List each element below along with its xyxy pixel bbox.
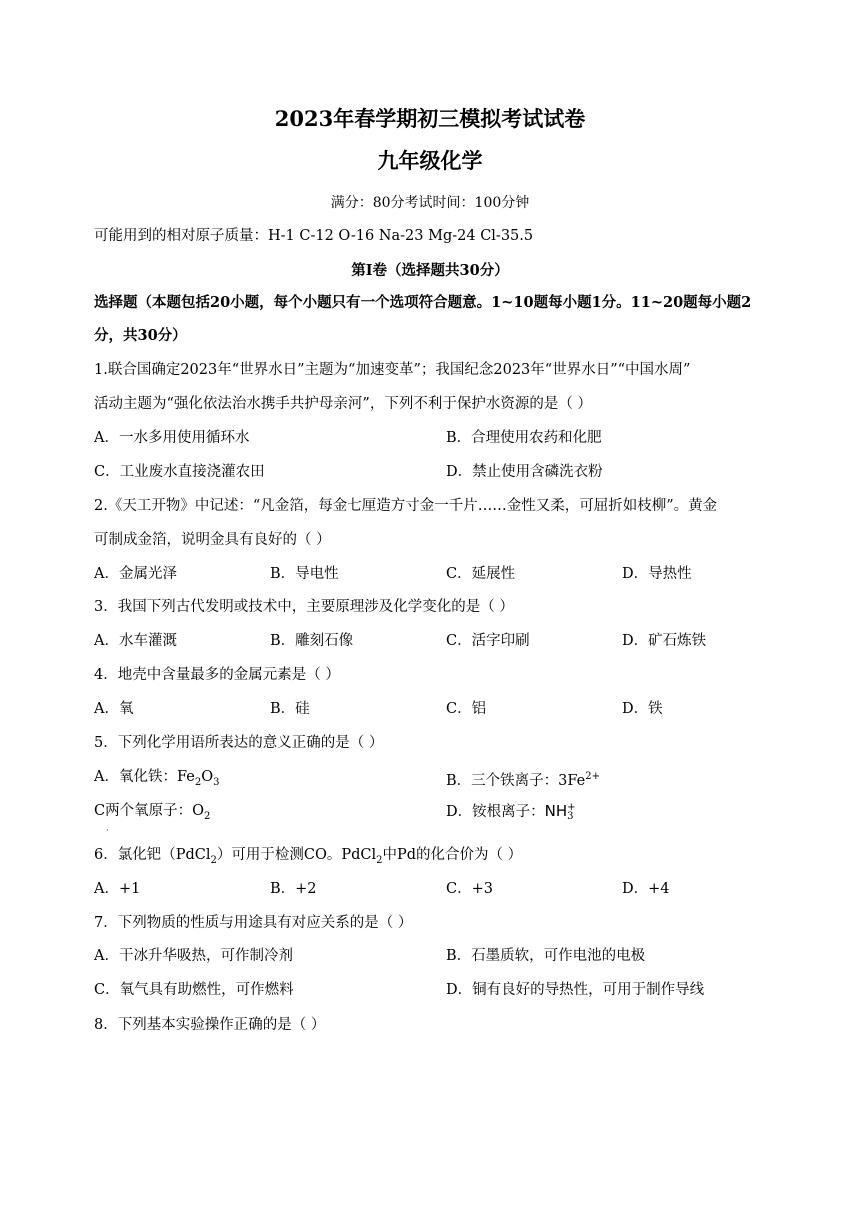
q2-stem-line2: 可制成金箔，说明金具有良好的（ ） <box>94 532 331 548</box>
section-instructions-line2: 分，共30分） <box>94 327 187 344</box>
q1-option-d: D．禁止使用含磷洗衣粉 <box>446 464 603 480</box>
q5-option-b-sup: 2+ <box>585 771 600 782</box>
q3-option-d: D．矿石炼铁 <box>622 633 707 649</box>
q1-stem-line1: 1.联合国确定2023年“世界水日”主题为“加速变革”；我国纪念2023年“世界水日”“中国水周” <box>94 362 691 378</box>
q3-option-a: A．水车灌溉 <box>94 633 177 649</box>
q1-option-c: C．工业废水直接浇灌农田 <box>94 464 265 480</box>
q6-stem <box>94 845 522 871</box>
q7-option-d: D．铜有良好的导热性，可用于制作导线 <box>446 982 705 998</box>
q4-stem: 4．地壳中含量最多的金属元素是（ ） <box>94 667 340 683</box>
q1-option-b: B．合理使用农药和化肥 <box>446 430 602 446</box>
q6-stem-c: 中Pd的化合价为（ ） <box>382 847 523 863</box>
score-time-line: 满分：80分考试时间：100分钟 <box>330 195 530 211</box>
q2-option-d: D．导热性 <box>622 566 692 582</box>
q4-option-c: C．铝 <box>446 701 487 717</box>
q6-stem-b: ）可用于检测CO。PdCl <box>216 847 377 863</box>
q5-option-c <box>94 801 210 827</box>
q6-option-a: A．+1 <box>94 881 141 897</box>
q5-option-d-formula: NH <box>544 802 568 820</box>
q5-option-d-sup: + <box>567 802 576 813</box>
q7-option-c: C．氧气具有助燃性，可作燃料 <box>94 982 294 998</box>
q6-option-c: C．+3 <box>446 881 493 897</box>
section-title: 第Ⅰ卷（选择题共30分） <box>351 262 509 279</box>
q5-option-d-sub: 3 <box>567 811 574 822</box>
q5-option-a <box>94 767 219 793</box>
q5-option-b-text: B．三个铁离子：3Fe <box>446 772 586 789</box>
q5-option-c-sub: 2 <box>203 810 211 822</box>
q4-option-a: A．氧 <box>94 701 134 717</box>
q5-option-b <box>446 767 600 791</box>
q5-option-c-text: C两个氧原子：O <box>94 803 204 819</box>
q3-option-b: B．雕刻石像 <box>270 633 354 649</box>
q6-stem-sub2: 2 <box>376 854 383 866</box>
atomic-masses-line: 可能用到的相对原子质量：H-1 C-12 O-16 Na-23 Mg-24 Cl-35.5 <box>94 228 534 244</box>
q7-stem: 7．下列物质的性质与用途具有对应关系的是（ ） <box>94 915 413 931</box>
q7-option-b: B．石墨质软，可作电池的电极 <box>446 948 646 964</box>
q3-option-c: C．活字印刷 <box>446 633 530 649</box>
q3-stem: 3．我国下列古代发明或技术中，主要原理涉及化学变化的是（ ） <box>94 599 514 615</box>
q6-option-b: B．+2 <box>270 881 317 897</box>
q6-option-d: D．+4 <box>622 881 670 897</box>
q5-option-d <box>446 801 576 822</box>
q6-stem-a: 6．氯化钯（PdCl <box>94 847 211 863</box>
q5-option-d-charge <box>567 803 575 821</box>
q5-option-a-text: A．氧化铁：Fe <box>94 769 195 785</box>
q5-option-a-sub2: 3 <box>213 776 220 788</box>
stray-dot-mark: · <box>106 826 109 835</box>
q2-option-c: C．延展性 <box>446 566 516 582</box>
q2-option-a: A．金属光泽 <box>94 566 177 582</box>
q4-option-d: D．铁 <box>622 701 663 717</box>
q2-option-b: B．导电性 <box>270 566 339 582</box>
q2-stem-line1: 2.《天工开物》中记述：“凡金箔，每金七厘造方寸金一千片……金性又柔，可屈折如枝柳”。黄金 <box>94 498 718 514</box>
q5-option-a-mid: O <box>201 769 214 785</box>
section-instructions-line1: 选择题（本题包括20小题，每个小题只有一个选项符合题意。1~10题每小题1分。11~20题每小题2 <box>94 294 752 311</box>
exam-subtitle: 九年级化学 <box>377 148 483 173</box>
q1-stem-line2: 活动主题为“强化依法治水携手共护母亲河”，下列不利于保护水资源的是（ ） <box>94 396 592 412</box>
q1-option-a: A．一水多用使用循环水 <box>94 430 250 446</box>
q6-stem-sub1: 2 <box>210 854 217 866</box>
q5-stem: 5．下列化学用语所表达的意义正确的是（ ） <box>94 735 384 751</box>
q4-option-b: B．硅 <box>270 701 310 717</box>
q5-option-d-text: D．铵根离子： <box>446 804 545 820</box>
q5-option-a-sub1: 2 <box>194 776 202 788</box>
q7-option-a: A．干冰升华吸热，可作制冷剂 <box>94 948 293 964</box>
q8-stem: 8．下列基本实验操作正确的是（ ） <box>94 1017 326 1033</box>
exam-title: 2023年春学期初三模拟考试试卷 <box>274 106 586 131</box>
